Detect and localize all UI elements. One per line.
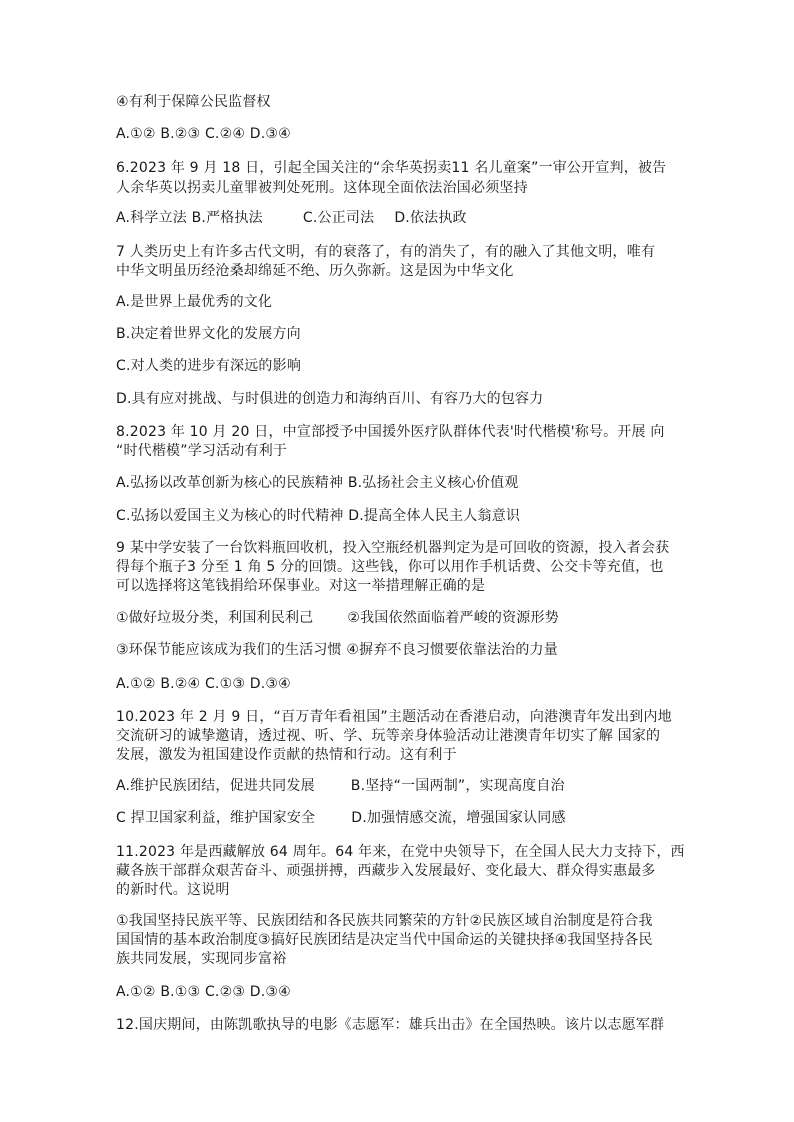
q7-choice-c: C.对人类的进步有深远的影响: [116, 358, 302, 374]
q10-stem-line-2: 交流研习的诚挚邀请，透过视、听、学、玩等亲身体验活动让港澳青年切实了解 国家的: [116, 728, 661, 744]
q7-choice-d: D.具有应对挑战、与时俱进的创造力和海纳百川、有容乃大的包容力: [116, 391, 544, 407]
q5-choices: A.①② B.②③ C.②④ D.③④: [116, 126, 291, 142]
q10-choice-d: D.加强情感交流，增强国家认同感: [351, 810, 566, 826]
q9-choices: A.①② B.②④ C.①③ D.③④: [116, 676, 291, 692]
q10-choices-cd: [116, 808, 566, 828]
q8-choices-cd: C.弘扬以爱国主义为核心的时代精神 D.提高全体人民主人翁意识: [116, 508, 521, 524]
q8-choices-ab: A.弘扬以改革创新为核心的民族精神 B.弘扬社会主义核心价值观: [116, 475, 519, 491]
q11-options-line-3: 族共同发展，实现同步富裕: [116, 951, 287, 967]
q9-stem-line-2: 得每个瓶子3 分至 1 角 5 分的回馈。这些钱，你可以用作手机话费、公交卡等充值，也: [116, 559, 664, 575]
q11-choices: A.①② B.①③ C.②③ D.③④: [116, 984, 291, 1000]
q11-stem-line-1: 11.2023 年是西藏解放 64 周年。64 年来，在党中央领导下，在全国人民大力支持下，西: [116, 844, 685, 860]
q6-choice-ab: A.科学立法 B.严格执法: [116, 210, 263, 226]
q10-choices-ab: [116, 776, 565, 796]
q11-stem-line-2: 藏各族干部群众艰苦奋斗、顽强拼搏，西藏步入发展最好、变化最大、群众得实惠最多: [116, 863, 656, 879]
q9-stem-line-3: 可以选择将这笔钱捐给环保事业。对这一举措理解正确的是: [116, 578, 486, 594]
q10-stem-line-3: 发展，激发为祖国建设作贡献的热情和行动。这有利于: [116, 747, 457, 763]
q8-stem-line-1: 8.2023 年 10 月 20 日，中宣部授予中国援外医疗队群体代表'时代楷模'称号。开展 向: [116, 424, 665, 440]
q5-option-4: ④有利于保障公民监督权: [116, 94, 271, 110]
q11-options-line-1: ①我国坚持民族平等、民族团结和各民族共同繁荣的方针②民族区域自治制度是符合我: [116, 913, 653, 929]
q10-choice-a: A.维护民族团结，促进共同发展: [116, 778, 315, 794]
q6-stem-line-2: 人余华英以拐卖儿童罪被判处死刑。这体现全面依法治国必须坚持: [116, 180, 528, 196]
q8-stem-line-2: “时代楷模”学习活动有利于: [116, 443, 288, 459]
q10-stem-line-1: 10.2023 年 2 月 9 日，“百万青年看祖国”主题活动在香港启动，向港澳青年发出到内地: [116, 709, 672, 725]
q7-stem-line-1: 7 人类历史上有许多古代文明，有的衰落了，有的消失了，有的融入了其他文明，唯有: [116, 244, 656, 260]
q7-choice-a: A.是世界上最优秀的文化: [116, 294, 273, 310]
q10-choice-c: C 捍卫国家利益，维护国家安全: [116, 810, 316, 826]
q9-option-1: ①做好垃圾分类，利国利民利己: [116, 610, 314, 626]
q11-stem-line-3: 的新时代。这说明: [116, 882, 230, 898]
q12-stem-line-1: 12.国庆期间，由陈凯歌执导的电影《志愿军：雄兵出击》在全国热映。该片以志愿军群: [116, 1017, 665, 1033]
q6-stem-line-1: 6.2023 年 9 月 18 日，引起全国关注的“余华英拐卖11 名儿童案”一审公开宣判，被告: [116, 160, 667, 176]
q9-stem-line-1: 9 某中学安装了一台饮料瓶回收机，投入空瓶经机器判定为是可回收的资源，投入者会获: [116, 540, 670, 556]
q9-options-3-4: ③环保节能应该成为我们的生活习惯 ④摒弃不良习惯要依靠法治的力量: [116, 642, 558, 658]
q6-choice-d: D.依法执政: [394, 210, 467, 226]
q7-choice-b: B.决定着世界文化的发展方向: [116, 326, 301, 342]
q7-stem-line-2: 中华文明虽历经沧桑却绵延不绝、历久弥新。这是因为中华文化: [116, 263, 514, 279]
q6-choices: [116, 208, 467, 228]
q9-options-1-2: [116, 608, 559, 628]
q10-choice-b: B.坚持“一国两制”，实现高度自治: [350, 778, 565, 794]
q6-choice-c: C.公正司法: [302, 210, 375, 226]
q11-options-line-2: 国国情的基本政治制度③搞好民族团结是决定当代中国命运的关键抉择④我国坚持各民: [116, 932, 653, 948]
q9-option-2: ②我国依然面临着严峻的资源形势: [347, 610, 559, 626]
